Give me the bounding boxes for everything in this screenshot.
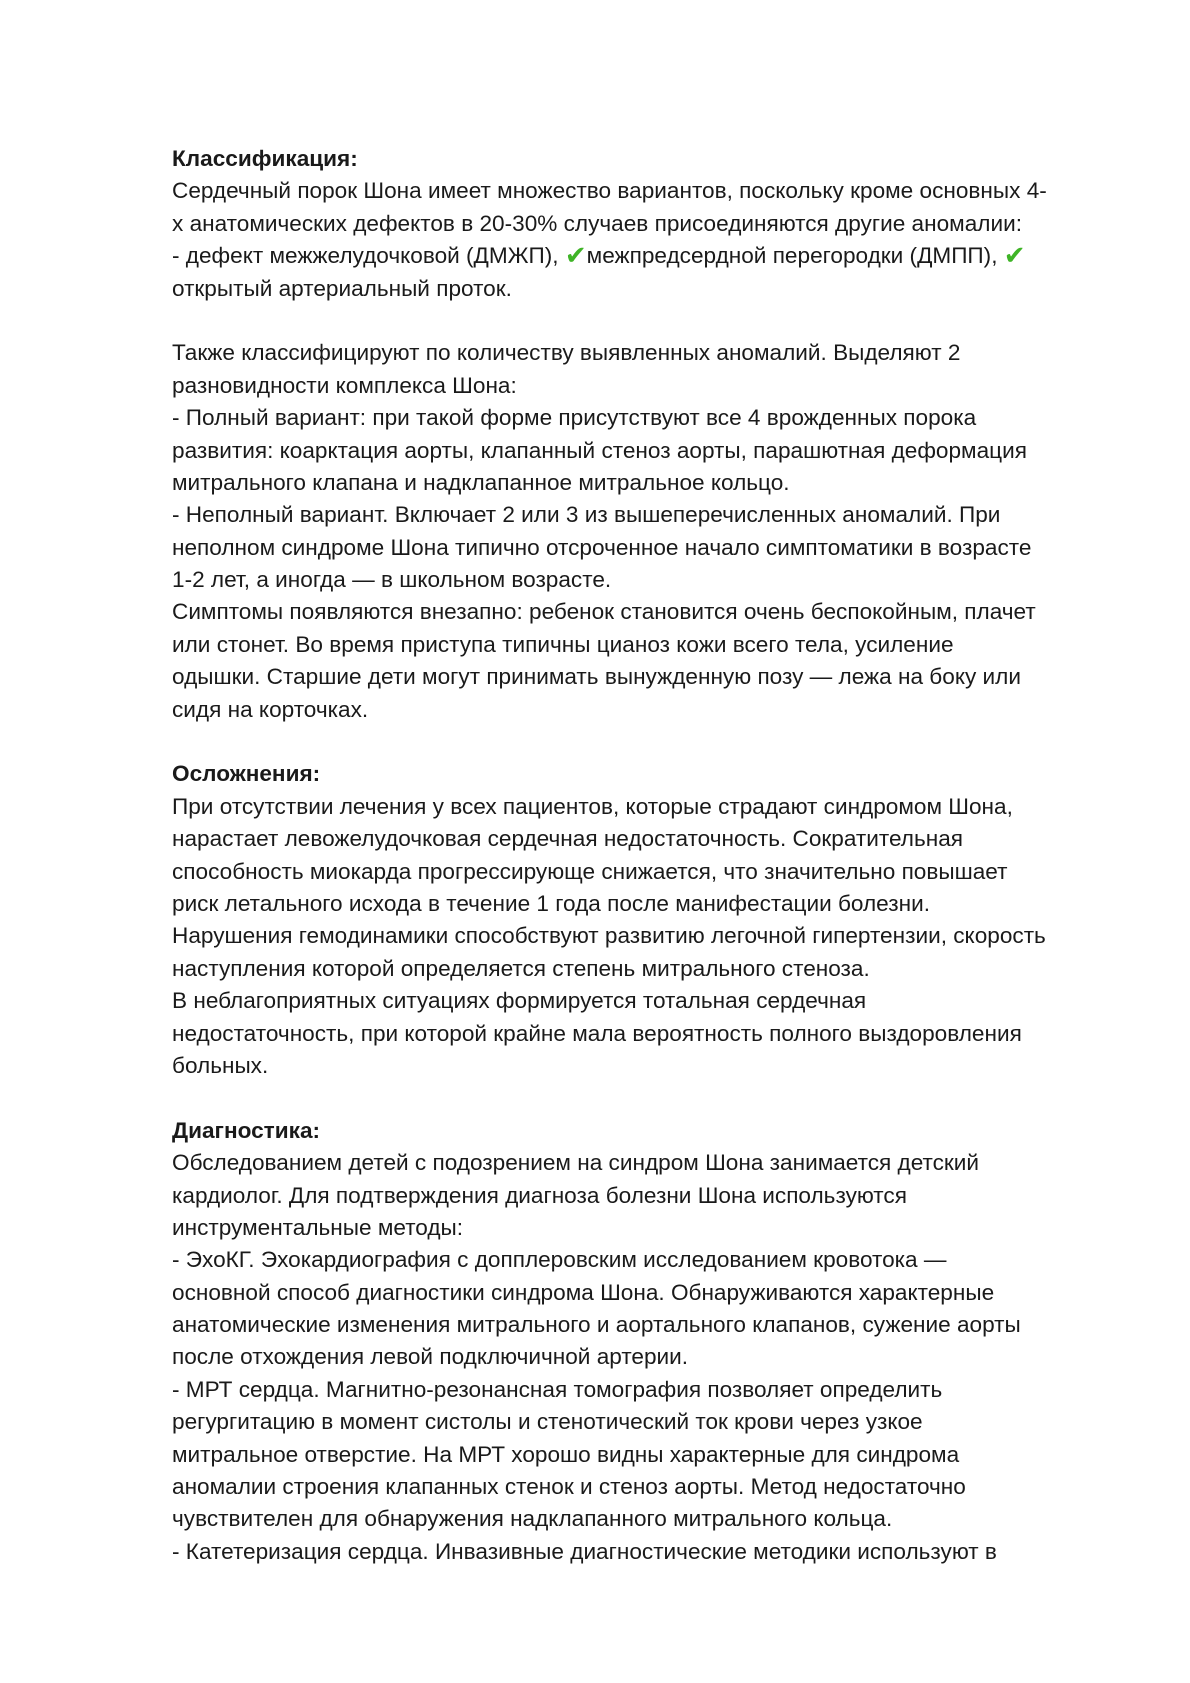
diagnostics-line: - МРТ сердца. Магнитно-резонансная томография позволяет определить xyxy=(172,1376,943,1402)
complications-line: Нарушения гемодинамики способствуют развитию легочной гипертензии, скорость xyxy=(172,923,1046,949)
diagnostics-line: - ЭхоКГ. Эхокардиография с допплеровским исследованием кровотока — xyxy=(172,1247,947,1273)
diagnostics-line: основной способ диагностики синдрома Шона. Обнаруживаются характерные xyxy=(172,1279,995,1305)
symptoms-line: Симптомы появляются внезапно: ребенок становится очень беспокойным, плачет xyxy=(172,599,1036,625)
paragraph-gap xyxy=(172,1082,1132,1114)
diagnostics-line: Обследованием детей с подозрением на синдром Шона занимается детский xyxy=(172,1150,980,1176)
classification-variant-line: митрального клапана и надклапанное митральное кольцо. xyxy=(172,469,790,495)
classification-line: Сердечный порок Шона имеет множество вариантов, поскольку кроме основных 4- xyxy=(172,178,1047,204)
complications-line: больных. xyxy=(172,1052,269,1078)
diagnostics-line: анатомические изменения митрального и аортального клапанов, сужение аорты xyxy=(172,1312,1021,1338)
classification-variant-line: 1-2 лет, а иногда — в школьном возрасте. xyxy=(172,567,612,593)
diagnostics-line: после отхождения левой подключичной артерии. xyxy=(172,1344,689,1370)
complications-line: способность миокарда прогрессирующе снижается, что значительно повышает xyxy=(172,858,1008,884)
classification-variant-line: Также классифицируют по количеству выявленных аномалий. Выделяют 2 xyxy=(172,340,961,366)
symptoms-line: сидя на корточках. xyxy=(172,696,369,722)
classification-variant-line: - Неполный вариант. Включает 2 или 3 из вышеперечисленных аномалий. При xyxy=(172,502,1001,528)
defect-vsd-text: - дефект межжелудочковой (ДМЖП), xyxy=(172,243,559,269)
complications-line: наступления которой определяется степень митрального стеноза. xyxy=(172,955,870,981)
checkmark-icon: ✔ xyxy=(1003,240,1026,271)
diagnostics-line: инструментальные методы: xyxy=(172,1214,464,1240)
complications-line: риск летального исхода в течение 1 года после манифестации болезни. xyxy=(172,890,930,916)
classification-line: х анатомических дефектов в 20-30% случаев присоединяются другие аномалии: xyxy=(172,210,1022,236)
complications-line: В неблагоприятных ситуациях формируется тотальная сердечная xyxy=(172,988,867,1014)
complications-line: При отсутствии лечения у всех пациентов, которые страдают синдромом Шона, xyxy=(172,793,1013,819)
classification-variant-line: развития: коарктация аорты, клапанный стеноз аорты, парашютная деформация xyxy=(172,437,1027,463)
classification-variant-line: разновидности комплекса Шона: xyxy=(172,372,517,398)
defect-asd-text: межпредсердной перегородки (ДМПП), xyxy=(586,243,998,269)
diagnostics-line: чувствителен для обнаружения надклапанного митрального кольца. xyxy=(172,1506,893,1532)
diagnostics-line: митральное отверстие. На МРТ хорошо видны характерные для синдрома xyxy=(172,1441,960,1467)
classification-heading: Классификация: xyxy=(172,146,358,171)
complications-line: недостаточность, при которой крайне мала вероятность полного выздоровления xyxy=(172,1020,1022,1046)
diagnostics-line: кардиолог. Для подтверждения диагноза болезни Шона используются xyxy=(172,1182,907,1208)
paragraph-gap xyxy=(172,726,1132,758)
symptoms-line: или стонет. Во время приступа типичны цианоз кожи всего тела, усиление xyxy=(172,631,954,657)
checkmark-icon: ✔ xyxy=(564,240,587,271)
classification-line-with-checks xyxy=(172,240,1132,272)
symptoms-line: одышки. Старшие дети могут принимать вынужденную позу — лежа на боку или xyxy=(172,664,1021,690)
document-page xyxy=(172,143,1132,1568)
complications-heading: Осложнения: xyxy=(172,761,321,787)
diagnostics-heading: Диагностика: xyxy=(172,1117,321,1143)
diagnostics-line: регургитацию в момент систолы и стенотический ток крови через узкое xyxy=(172,1409,923,1435)
classification-line: открытый артериальный проток. xyxy=(172,275,512,301)
paragraph-gap xyxy=(172,305,1132,337)
diagnostics-line: аномалии строения клапанных стенок и стеноз аорты. Метод недостаточно xyxy=(172,1474,966,1500)
complications-line: нарастает левожелудочковая сердечная недостаточность. Сократительная xyxy=(172,826,964,852)
diagnostics-line: - Катетеризация сердца. Инвазивные диагностические методики используют в xyxy=(172,1538,997,1564)
classification-variant-line: - Полный вариант: при такой форме присутствуют все 4 врожденных порока xyxy=(172,405,977,431)
classification-variant-line: неполном синдроме Шона типично отсроченное начало симптоматики в возрасте xyxy=(172,534,1032,560)
